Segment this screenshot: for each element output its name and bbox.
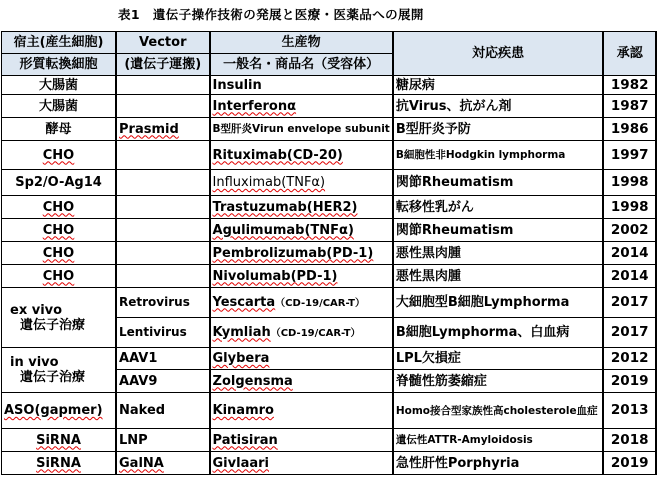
year-cell: 1987 <box>603 95 656 118</box>
data-table <box>1 31 657 475</box>
invivo-label1: in vivo <box>10 355 59 370</box>
table-row <box>2 242 657 265</box>
product-cell: Insulin <box>210 76 393 95</box>
product-cell: Influximab(TNFα) <box>212 175 326 190</box>
table-row <box>2 118 657 141</box>
product-cell: Zolgensma <box>212 373 293 389</box>
disease-cell: 大細胞型B細胞Lymphorma <box>393 288 604 318</box>
disease-cell: B細胞Lymphorma、白血病 <box>393 318 604 348</box>
header-product-line1: 生産物 <box>210 32 393 54</box>
table-row <box>2 265 657 288</box>
year-cell: 1997 <box>603 141 656 170</box>
disease-cell: 転移性乳がん <box>393 196 604 219</box>
product-cell: Kymliah <box>212 324 271 340</box>
host-cell: 大腸菌 <box>2 76 117 95</box>
receptor-cell: （CD-19/CAR-T） <box>275 297 365 309</box>
exvivo-group-label <box>2 288 117 348</box>
disease-cell: 遺伝性ATTR-Amyloidosis <box>393 429 604 452</box>
header-host-line2: 形質転換細胞 <box>2 54 117 76</box>
table-title: 表1 遺伝子操作技術の発展と医療・医薬品への展開 <box>118 7 424 22</box>
year-cell: 2019 <box>603 452 656 475</box>
header-host-line1: 宿主(産生細胞) <box>2 32 117 54</box>
host-cell: CHO <box>42 199 75 215</box>
table-row <box>2 393 657 429</box>
table-row <box>2 95 657 118</box>
vector-cell: Lentivirus <box>116 318 210 348</box>
header-vector-line1: Vector <box>116 32 210 54</box>
vector-cell <box>116 76 210 95</box>
disease-cell: 悪性黒肉腫 <box>393 242 604 265</box>
disease-cell: 悪性黒肉腫 <box>393 265 604 288</box>
exvivo-label1: ex vivo <box>10 302 63 318</box>
vector-cell <box>116 196 210 219</box>
year-cell: 2014 <box>603 242 656 265</box>
product-cell: Agulimumab(TNFα) <box>212 222 354 238</box>
header-disease: 対応疾患 <box>393 32 604 76</box>
disease-cell: B細胞性非Hodgkin lymphorma <box>393 141 604 170</box>
year-cell: 1998 <box>603 170 656 196</box>
product-cell: Interferonα <box>212 98 297 114</box>
host-cell: 大腸菌 <box>2 95 117 118</box>
vector-cell: GalNA <box>119 455 164 471</box>
table-row <box>2 141 657 170</box>
table-row <box>2 219 657 242</box>
product-cell: Yescarta <box>212 294 276 310</box>
disease-cell: LPL欠損症 <box>393 348 604 370</box>
host-cell: ASO(gapmer) <box>4 403 103 418</box>
host-cell: CHO <box>42 222 75 238</box>
vector-cell <box>116 170 210 196</box>
table-row <box>2 76 657 95</box>
product-cell: Rituximab(CD-20) <box>212 147 343 163</box>
vector-cell <box>116 265 210 288</box>
vector-cell: Retrovirus <box>116 288 210 318</box>
year-cell: 2014 <box>603 265 656 288</box>
vector-cell <box>116 242 210 265</box>
vector-cell <box>116 219 210 242</box>
product-cell: Givlaari <box>212 455 269 471</box>
year-cell: 2017 <box>603 318 656 348</box>
year-cell: 1982 <box>603 76 656 95</box>
vector-cell: AAV1 <box>116 348 210 370</box>
table-row <box>2 429 657 452</box>
table-row <box>2 170 657 196</box>
year-cell: 2012 <box>603 348 656 370</box>
host-cell: Sp2/O-Ag14 <box>2 170 117 196</box>
year-cell: 1998 <box>603 196 656 219</box>
receptor-cell: （CD-19/CAR-T） <box>270 327 361 339</box>
product-cell: Nivolumab(PD-1) <box>212 268 338 284</box>
year-cell: 1986 <box>603 118 656 141</box>
product-cell: Kinamro <box>212 403 274 418</box>
product-cell: Trastuzumab(HER2) <box>212 199 358 215</box>
product-cell: B型肝炎Virun envelope subunit <box>210 118 393 141</box>
table-row <box>2 288 657 318</box>
header-approval: 承認 <box>603 32 656 76</box>
host-cell: SiRNA <box>36 455 81 471</box>
header-vector-line2: (遺伝子運搬) <box>116 54 210 76</box>
disease-cell: 急性肝性Porphyria <box>393 452 604 475</box>
vector-cell: LNP <box>116 429 210 452</box>
disease-cell: 抗Virus、抗がん剤 <box>393 95 604 118</box>
host-cell: SiRNA <box>36 432 81 448</box>
host-cell: CHO <box>42 147 75 163</box>
header-product-line2: 一般名・商品名（受容体） <box>210 54 393 76</box>
exvivo-label2: 遺伝子治療 <box>20 317 86 333</box>
host-cell: 酵母 <box>2 118 117 141</box>
product-cell: Pembrolizumab(PD-1) <box>212 245 374 261</box>
year-cell: 2002 <box>603 219 656 242</box>
product-cell: Patisiran <box>212 432 278 448</box>
host-cell: CHO <box>42 268 75 284</box>
vector-cell: Prasmid <box>119 121 179 137</box>
disease-cell: 脊髄性筋萎縮症 <box>393 370 604 393</box>
vector-cell <box>116 141 210 170</box>
invivo-label2: 遺伝子治療 <box>20 370 86 385</box>
vector-cell <box>116 95 210 118</box>
disease-cell: 関節Rheumatism <box>393 170 604 196</box>
product-cell: Glybera <box>212 351 270 366</box>
year-cell: 2019 <box>603 370 656 393</box>
header-row <box>2 32 657 54</box>
vector-cell: AAV9 <box>116 370 210 393</box>
year-cell: 2013 <box>603 393 656 429</box>
table-row <box>2 196 657 219</box>
invivo-group-label <box>2 348 117 393</box>
vector-cell: Naked <box>116 393 210 429</box>
year-cell: 2018 <box>603 429 656 452</box>
disease-cell: 関節Rheumatism <box>393 219 604 242</box>
table-row <box>2 348 657 370</box>
disease-cell: Homo接合型家族性高cholesterole血症 <box>393 393 604 429</box>
disease-cell: 糖尿病 <box>393 76 604 95</box>
year-cell: 2017 <box>603 288 656 318</box>
table-row <box>2 452 657 475</box>
disease-cell: B型肝炎予防 <box>393 118 604 141</box>
host-cell: CHO <box>42 245 75 261</box>
